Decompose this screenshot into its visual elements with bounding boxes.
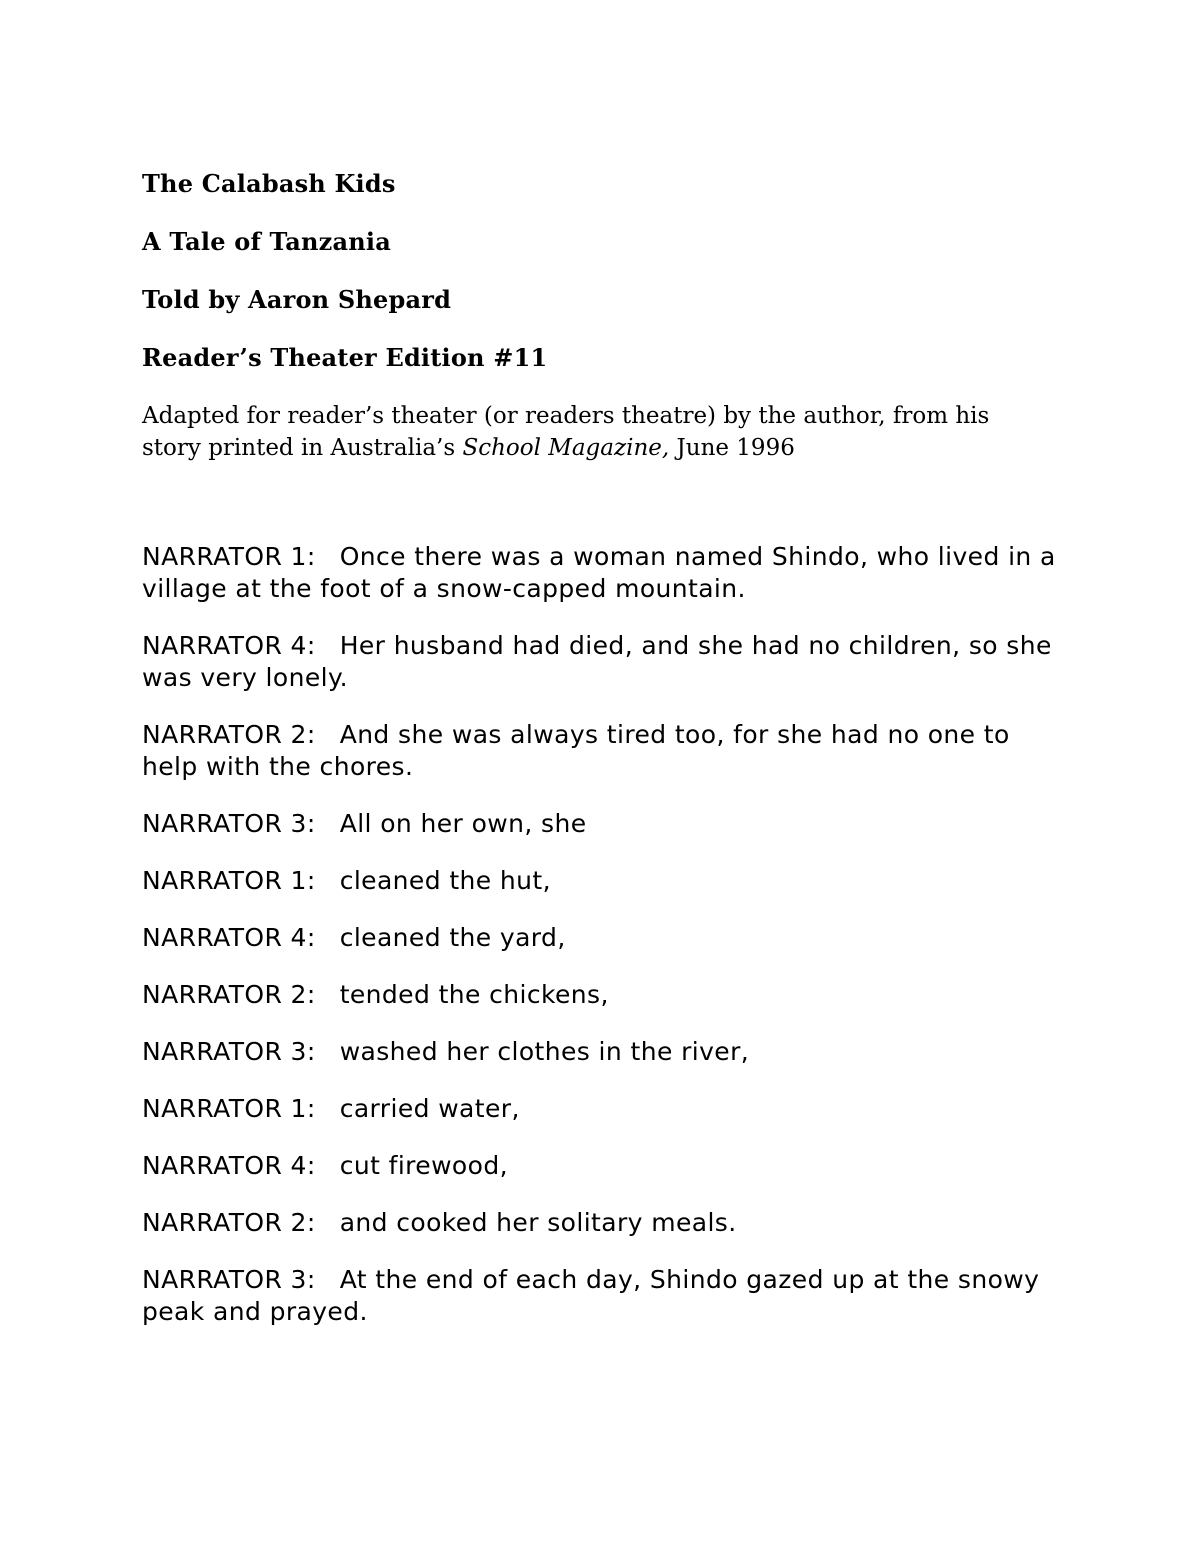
edition-label: Reader’s Theater Edition #11: [142, 343, 548, 372]
script-line: [142, 1150, 1062, 1182]
speaker-label: NARRATOR 1:: [142, 866, 316, 895]
speaker-label: NARRATOR 1:: [142, 542, 316, 571]
speaker-label: NARRATOR 4:: [142, 1151, 316, 1180]
speaker-label: NARRATOR 3:: [142, 809, 316, 838]
speaker-label: NARRATOR 2:: [142, 980, 316, 1009]
line-text: cleaned the yard,: [339, 923, 566, 952]
line-text: carried water,: [339, 1094, 520, 1123]
script-line: [142, 541, 1062, 605]
publication-date: June 1996: [669, 435, 795, 461]
script-line: [142, 922, 1062, 954]
script-line: [142, 1264, 1062, 1328]
document-title: The Calabash Kids: [142, 169, 396, 198]
line-text: cut firewood,: [339, 1151, 508, 1180]
line-text: And she was always tired too, for she had no one to help with the chores.: [142, 720, 1010, 781]
speaker-label: NARRATOR 3:: [142, 1037, 316, 1066]
speaker-label: NARRATOR 4:: [142, 631, 316, 660]
script-line: [142, 1207, 1062, 1239]
script-line: [142, 1036, 1062, 1068]
line-text: At the end of each day, Shindo gazed up at the snowy peak and prayed.: [142, 1265, 1040, 1326]
line-text: tended the chickens,: [339, 980, 609, 1009]
script-line: [142, 719, 1062, 783]
line-text: washed her clothes in the river,: [339, 1037, 750, 1066]
adaptation-note-text: Adapted for reader’s theater (or readers theatre) by the author, from his story printed in Australia’s: [142, 403, 990, 461]
script-line: [142, 1093, 1062, 1125]
script-line: [142, 808, 1062, 840]
speaker-label: NARRATOR 4:: [142, 923, 316, 952]
script-line: [142, 630, 1062, 694]
adaptation-note: [142, 400, 1042, 464]
line-text: All on her own, she: [339, 809, 587, 838]
line-text: Once there was a woman named Shindo, who lived in a village at the foot of a snow-capped mountain.: [142, 542, 1056, 603]
speaker-label: NARRATOR 2:: [142, 720, 316, 749]
publication-name: School Magazine,: [462, 435, 670, 461]
script-line: [142, 865, 1062, 897]
speaker-label: NARRATOR 2:: [142, 1208, 316, 1237]
line-text: cleaned the hut,: [339, 866, 551, 895]
line-text: Her husband had died, and she had no children, so she was very lonely.: [142, 631, 1052, 692]
speaker-label: NARRATOR 3:: [142, 1265, 316, 1294]
script-line: [142, 979, 1062, 1011]
speaker-label: NARRATOR 1:: [142, 1094, 316, 1123]
byline: Told by Aaron Shepard: [142, 285, 452, 314]
line-text: and cooked her solitary meals.: [339, 1208, 737, 1237]
document-subtitle: A Tale of Tanzania: [142, 227, 391, 256]
title-block: [142, 168, 1062, 464]
script-body: [142, 541, 1062, 1353]
